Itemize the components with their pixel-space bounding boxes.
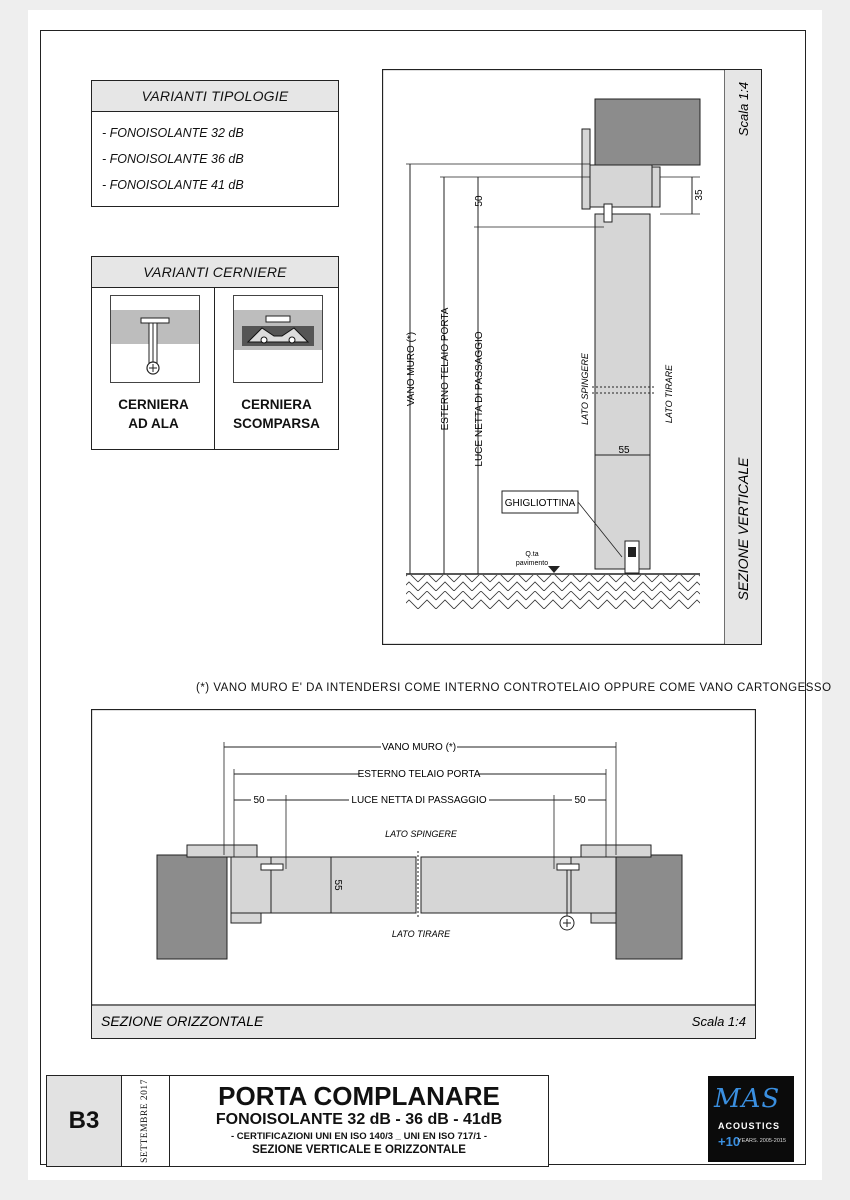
svg-text:pavimento: pavimento <box>515 560 549 567</box>
dim-55: 55 <box>618 445 630 456</box>
ghigliottina-label: GHIGLIOTTINA <box>504 498 576 509</box>
cerniera-scomparsa-image <box>233 295 323 383</box>
h-dim-55: 55 <box>332 879 343 891</box>
tipologie-list <box>92 112 338 206</box>
varianti-cerniere-title: VARIANTI CERNIERE <box>92 257 338 288</box>
h-vano-muro-label: VANO MURO (*) <box>381 742 457 753</box>
sezione-orizzontale-title: SEZIONE ORIZZONTALE <box>101 1013 264 1029</box>
sheet-code: B3 <box>47 1076 122 1166</box>
dim-35: 35 <box>694 189 705 201</box>
dim-50: 50 <box>474 195 485 207</box>
horizontal-scale-label: Scala 1:4 <box>691 1014 746 1029</box>
h-lato-spingere-label: LATO SPINGERE <box>385 829 457 839</box>
cerniera-ad-ala-image <box>110 295 200 383</box>
h-dim-50-left: 50 <box>253 795 265 806</box>
h-luce-netta-label: LUCE NETTA DI PASSAGGIO <box>351 795 487 806</box>
mas-acoustics-logo: MAS ACOUSTICS +10 YEARS. 2005-2015 <box>708 1076 794 1162</box>
tipologia-item: - FONOISOLANTE 32 dB <box>102 126 244 140</box>
cerniera-scomparsa-label: CERNIERA SCOMPARSA <box>233 397 320 431</box>
varianti-tipologie-box <box>91 80 339 207</box>
cerniera-ad-ala-label: CERNIERA AD ALA <box>118 397 189 431</box>
sheet-title: PORTA COMPLANARE <box>218 1081 500 1111</box>
h-lato-tirare-label: LATO TIRARE <box>391 929 451 939</box>
quota-pavimento-label: Q.ta <box>525 551 539 558</box>
lato-spingere-label: LATO SPINGERE <box>580 353 590 425</box>
title-text <box>169 1076 549 1166</box>
sezione-orizzontale-drawing <box>91 709 756 1044</box>
sheet-date: SETTEMBRE 2017 <box>121 1076 170 1166</box>
tipologia-item: - FONOISOLANTE 41 dB <box>102 178 244 192</box>
tipologia-item: - FONOISOLANTE 36 dB <box>102 152 244 166</box>
title-block <box>46 1075 549 1167</box>
esterno-telaio-label: ESTERNO TELAIO PORTA <box>440 307 451 431</box>
vano-muro-label: VANO MURO (*) <box>406 331 417 407</box>
sezione-verticale-drawing <box>382 69 762 650</box>
h-esterno-telaio-label: ESTERNO TELAIO PORTA <box>357 769 481 780</box>
luce-netta-label: LUCE NETTA DI PASSAGGIO <box>474 331 485 467</box>
sheet-subtitle: FONOISOLANTE 32 dB - 36 dB - 41dB <box>215 1111 503 1128</box>
lato-tirare-label: LATO TIRARE <box>664 364 674 424</box>
sheet-certifications: - CERTIFICAZIONI UNI EN ISO 140/3 _ UNI EN ISO 717/1 - <box>230 1131 488 1142</box>
h-dim-50-right: 50 <box>574 795 586 806</box>
sezione-verticale-title: SEZIONE VERTICALE <box>735 457 751 601</box>
varianti-tipologie-title: VARIANTI TIPOLOGIE <box>92 81 338 112</box>
vertical-scale-label: Scala 1:4 <box>736 81 751 137</box>
varianti-cerniere-box <box>91 256 339 450</box>
vano-muro-note: (*) VANO MURO E' DA INTENDERSI COME INTERNO CONTROTELAIO OPPURE COME VANO CARTONGESSO <box>196 682 832 694</box>
sheet-sections: SEZIONE VERTICALE E ORIZZONTALE <box>252 1144 466 1156</box>
